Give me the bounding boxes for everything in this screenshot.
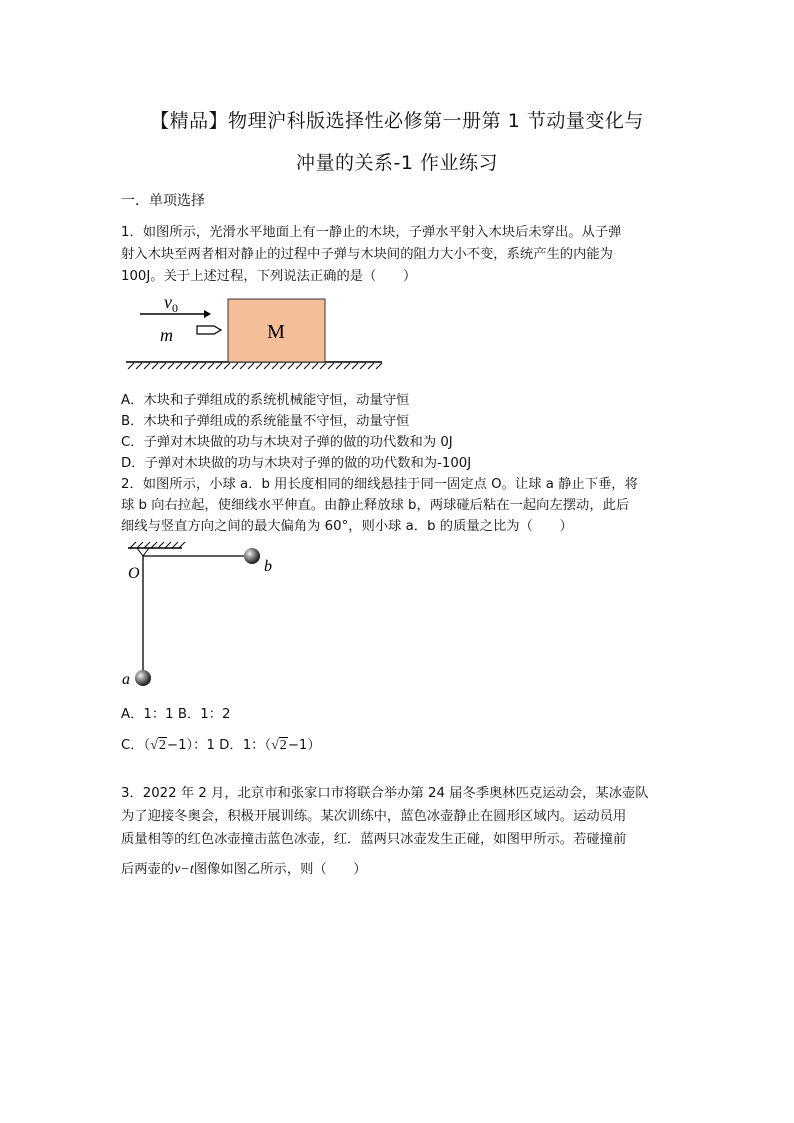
q2-options-line-1: A．1：1 B．1：2: [121, 707, 231, 722]
pivot-strut-right: [143, 548, 149, 556]
ball-a: [135, 670, 151, 686]
q3-text-line-2: 为了迎接冬奥会，积极开展训练。某次训练中，蓝色冰壶静止在圆形区域内。运动员用: [121, 809, 627, 824]
q1-option-a: A．木块和子弹组成的系统机械能守恒，动量守恒: [121, 393, 410, 408]
q2-option-d-suffix: −1）: [287, 738, 321, 753]
velocity-label: $v_0$: [164, 292, 178, 315]
q3-text-line-3: 质量相等的红色冰壶撞击蓝色冰壶，红．蓝两只冰壶发生正碰，如图甲所示。若碰撞前: [121, 832, 627, 847]
ground-hatching: [128, 363, 382, 369]
ceiling-hatching: [130, 542, 185, 548]
q1-text-line-3: 100J。关于上述过程，下列说法正确的是（ ）: [121, 269, 417, 284]
ball-b: [244, 548, 260, 564]
q1-option-b: B．木块和子弹组成的系统能量不守恒，动量守恒: [121, 414, 410, 429]
pivot-strut-left: [137, 548, 143, 556]
q1-option-c: C．子弹对木块做的功与木块对子弹的做的功代数和为 0J: [121, 435, 453, 450]
q1-option-d: D．子弹对木块做的功与木块对子弹的做的功代数和为-100J: [121, 456, 472, 471]
q1-text-line-2: 射入木块至两者相对静止的过程中子弹与木块间的阻力大小不变，系统产生的内能为: [121, 247, 613, 262]
q3-text-line-1: 3．2022 年 2 月，北京市和张家口市将联合举办第 24 届冬季奥林匹克运动会，某冰壶队: [121, 786, 649, 801]
q3-text-line-4: [121, 858, 367, 878]
document-title-line-1: 【精品】物理沪科版选择性必修第一册第 1 节动量变化与: [150, 110, 644, 132]
document-title-line-2: 冲量的关系-1 作业练习: [296, 152, 498, 174]
velocity-arrowhead: [204, 310, 211, 318]
q1-text-line-1: 1．如图所示，光滑水平地面上有一静止的木块，子弹水平射入木块后未穿出。从子弹: [121, 225, 622, 240]
q3-line4-prefix: 后两壶的: [121, 862, 175, 877]
section-heading: 一．单项选择: [121, 193, 205, 209]
ball-b-label: b: [264, 558, 272, 575]
q2-option-c-suffix: −1）：1 D．1：（: [166, 738, 272, 753]
q2-text-line-3: 细线与竖直方向之间的最大偏角为 60°，则小球 a．b 的质量之比为（ ）: [121, 519, 573, 534]
q2-option-c-prefix: C．（: [121, 738, 151, 753]
sqrt-2-d: √2: [271, 738, 287, 753]
q3-vt-math: v−t: [174, 862, 194, 877]
q2-options-line-2: [121, 734, 321, 754]
q3-line4-suffix: 图像如图乙所示，则（ ）: [193, 862, 367, 877]
q2-text-line-1: 2．如图所示，小球 a．b 用长度相同的细线悬挂于同一固定点 O。让球 a 静止下垂，将: [121, 477, 638, 492]
sqrt-2-c: √2: [150, 738, 166, 753]
q2-text-line-2: 球 b 向右拉起，使细线水平伸直。由静止释放球 b，两球碰后粘在一起向左摆动，此后: [121, 498, 630, 513]
ball-a-label: a: [122, 671, 130, 688]
q1-figure-bullet-block: [120, 288, 390, 376]
q2-figure-pendulum: [118, 538, 288, 694]
bullet: [197, 326, 221, 334]
block-label: M: [267, 321, 285, 343]
mass-label: m: [160, 325, 173, 345]
point-o-label: O: [128, 565, 140, 582]
